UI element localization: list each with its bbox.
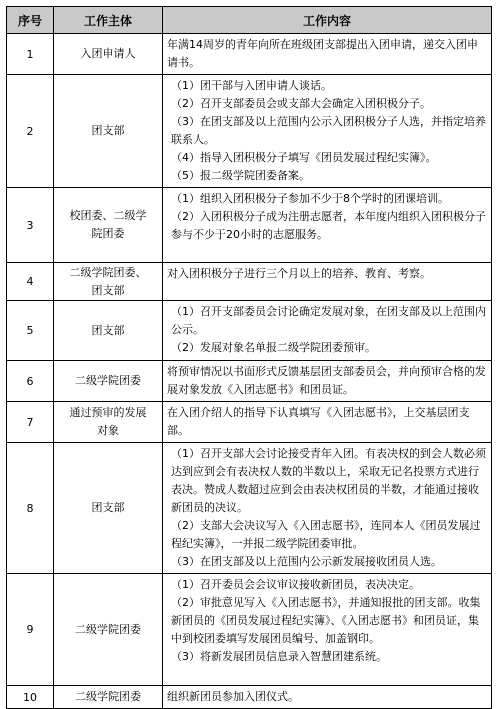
row-subject [54, 188, 163, 263]
table-row [7, 75, 492, 188]
subject-line: 入团申请人 [80, 47, 136, 60]
row-content [163, 75, 492, 188]
subject-line: 二级学院团委、 [69, 265, 147, 279]
content-item: （1）召开支部委员会讨论确定发展对象，在团支部及以上范围内公示。 [171, 305, 486, 336]
row-number: 6 [7, 361, 54, 402]
content-item: （4）指导入团积极分子填写《团员发展过程纪实簿》。 [171, 151, 437, 164]
row-number: 7 [7, 402, 54, 443]
row-subject [54, 263, 163, 301]
row-subject [54, 574, 163, 686]
header-content: 工作内容 [163, 7, 492, 34]
content-item: （1）组织入团积极分子参加不少于8个学时的团课培训。 [171, 192, 449, 205]
row-content [163, 402, 492, 443]
row-subject [54, 686, 163, 709]
content-item: 组织新团员参加入团仪式。 [167, 690, 299, 703]
row-subject [54, 34, 163, 75]
row-content [163, 361, 492, 402]
row-number: 2 [7, 75, 54, 188]
table-row [7, 263, 492, 301]
league-admission-process-table [6, 6, 492, 709]
table-row [7, 686, 492, 709]
row-number: 1 [7, 34, 54, 75]
row-number: 9 [7, 574, 54, 686]
subject-line: 二级学院团委 [75, 374, 141, 387]
row-subject [54, 75, 163, 188]
row-number: 5 [7, 301, 54, 361]
content-item: （2）入团积极分子成为注册志愿者，本年度内组织入团积极分子参与不少于20小时的志愿服务。 [171, 210, 486, 241]
content-item: （3）在团支部及以上范围内公示新发展接收团员人选。 [171, 555, 442, 568]
content-item: 将预审情况以书面形式反馈基层团支部委员会，并向预审合格的发展对象发放《入团志愿书》和团员证。 [167, 365, 486, 396]
content-item: （2）召开支部委员会或支部大会确定入团积极分子。 [171, 97, 431, 110]
table-row [7, 443, 492, 574]
subject-line: 院团委 [91, 227, 125, 240]
row-content [163, 686, 492, 709]
content-item: （2）发展对象名单报二级学院团委预审。 [171, 341, 376, 354]
subject-line: 校团委、二级学 [69, 209, 147, 222]
subject-line: 二级学院团委 [75, 622, 141, 636]
row-content [163, 301, 492, 361]
subject-line: 通过预审的发展 [69, 406, 147, 419]
content-item: （3）在团支部及以上范围内公示入团积极分子人选，并指定培养联系人。 [171, 115, 486, 146]
header-subject: 工作主体 [54, 7, 163, 34]
table-row [7, 301, 492, 361]
subject-line: 二级学院团委 [75, 690, 141, 703]
row-content [163, 443, 492, 574]
content-item: （2）支部大会决议写入《入团志愿书》，连同本人《团员发展过程纪实簿》，一并报二级学院团委审批。 [171, 519, 481, 550]
row-subject [54, 402, 163, 443]
content-item: 在入团介绍人的指导下认真填写《入团志愿书》，上交基层团支部。 [167, 406, 470, 437]
row-content [163, 574, 492, 686]
content-item: （3）将新发展团员信息录入智慧团建系统。 [171, 650, 387, 663]
row-content [163, 263, 492, 301]
table-body [7, 34, 492, 709]
row-number: 4 [7, 263, 54, 301]
row-subject [54, 301, 163, 361]
table-header-row [7, 7, 492, 34]
row-number: 10 [7, 686, 54, 709]
content-item: （1）召开委员会会议审议接收新团员，表决决定。 [171, 578, 420, 591]
content-item: （1）团干部与入团申请人谈话。 [171, 79, 332, 92]
table-row [7, 574, 492, 686]
subject-line: 团支部 [91, 124, 125, 137]
table-row [7, 188, 492, 263]
row-subject [54, 361, 163, 402]
row-content [163, 188, 492, 263]
table-row [7, 34, 492, 75]
row-content [163, 34, 492, 75]
content-item: （1）召开支部大会讨论接受青年入团。有表决权的到会人数必须达到应到会有表决权人数的半数以上，采取无记名投票方式进行表决。赞成人数超过应到会由表决权团员的半数，才能通过接收新团员的决议。 [171, 447, 486, 514]
content-item: 对入团积极分子进行三个月以上的培养、教育、考察。 [167, 267, 431, 280]
content-item: （2）审批意见写入《入团志愿书》，并通知报批的团支部。收集新团员的《团员发展过程纪实簿》、《入团志愿书》和团员证，集中到校团委填写发展团员编号、加盖钢印。 [171, 596, 481, 645]
content-item: 年满14周岁的青年向所在班级团支部提出入团申请，递交入团申请书。 [167, 38, 478, 69]
subject-line: 团支部 [91, 283, 125, 297]
row-number: 8 [7, 443, 54, 574]
content-item: （5）报二级学院团委备案。 [171, 169, 310, 182]
header-number: 序号 [7, 7, 54, 34]
table-row [7, 361, 492, 402]
row-number: 3 [7, 188, 54, 263]
subject-line: 团支部 [91, 501, 125, 514]
table-row [7, 402, 492, 443]
process-table-wrapper [6, 6, 491, 709]
subject-line: 团支部 [91, 323, 125, 337]
row-subject [54, 443, 163, 574]
subject-line: 对象 [97, 424, 119, 437]
